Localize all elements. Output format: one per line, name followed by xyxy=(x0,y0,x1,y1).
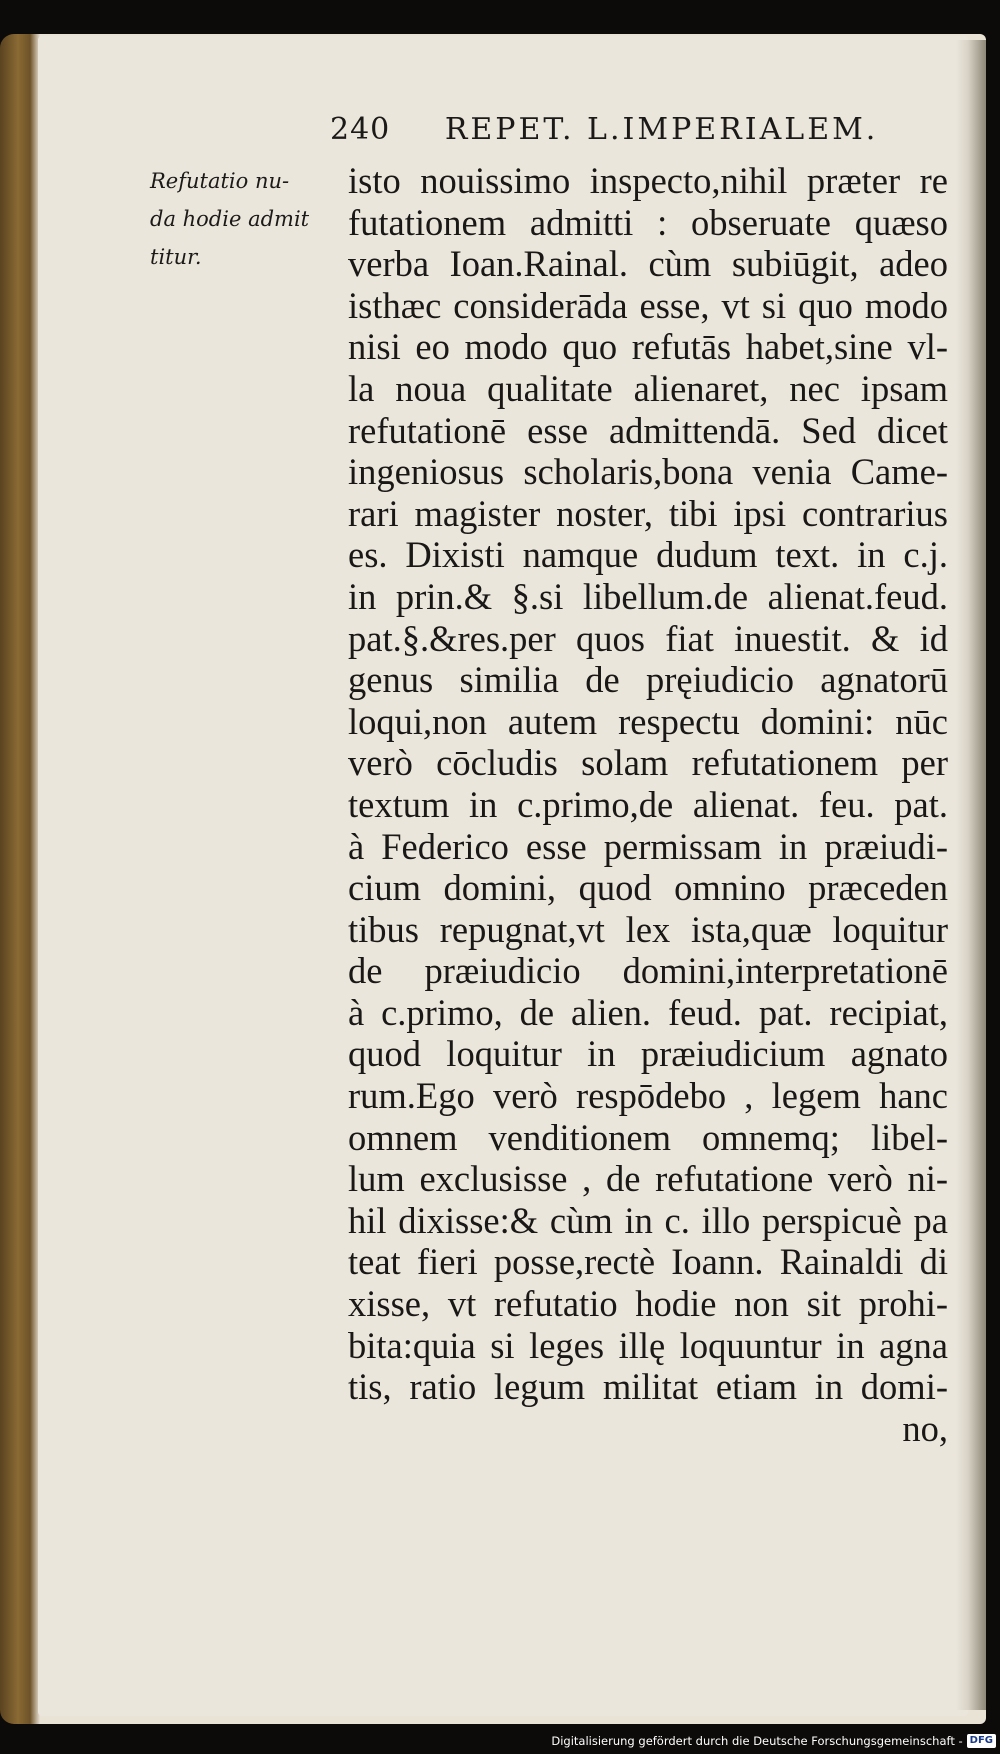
running-title: REPET. L.IMPERIALEM. xyxy=(444,112,879,147)
text-line: teat fieri posse,rectè Ioann. Rainaldi di xyxy=(348,1241,948,1283)
text-line: xisse, vt refutatio hodie non sit prohi- xyxy=(348,1283,948,1325)
text-line: no, xyxy=(902,1407,948,1449)
marginal-note-line: Refutatio nu- xyxy=(150,169,290,193)
text-line: la noua qualitate alienaret, nec ipsam xyxy=(348,367,948,409)
text-line: isthæc considerāda esse, vt si quo modo xyxy=(348,284,948,326)
text-line: genus similia de pręiudicio agnatorū xyxy=(348,659,948,701)
text-line: quod loquitur in præiudicium agnato xyxy=(348,1033,948,1075)
marginal-note xyxy=(150,162,330,276)
digitization-credit xyxy=(551,1734,996,1748)
marginal-note-line: titur. xyxy=(150,245,202,269)
text-line: à c.primo, de alien. feud. pat. recipiat, xyxy=(348,991,948,1033)
text-line: loqui,non autem respectu domini: nūc xyxy=(348,700,948,742)
text-line: textum in c.primo,de alienat. feu. pat. xyxy=(348,783,948,825)
text-line: de præiudicio domini,interpretationē xyxy=(348,950,948,992)
text-line: nisi eo modo quo refutās habet,sine vl- xyxy=(348,326,948,368)
text-line: à Federico esse permissam in præiudi- xyxy=(348,825,948,867)
text-line: verò cōcludis solam refutationem per xyxy=(348,742,948,784)
running-header xyxy=(330,112,930,147)
text-line: bita:quia si leges illę loquuntur in agna xyxy=(348,1324,948,1366)
marginal-note-line: da hodie admit xyxy=(150,207,310,231)
text-line: verba Ioan.Rainal. cùm subiūgit, adeo xyxy=(348,243,948,285)
text-line: in prin.& §.si libellum.de alienat.feud. xyxy=(348,575,948,617)
text-line: futationem admitti : obseruate quæso xyxy=(348,201,948,243)
text-line: tibus repugnat,vt lex ista,quæ loquitur xyxy=(348,908,948,950)
text-line: es. Dixisti namque dudum text. in c.j. xyxy=(348,534,948,576)
text-line: rum.Ego verò respōdebo , legem hanc xyxy=(348,1075,948,1117)
text-line: omnem venditionem omnemq; libel- xyxy=(348,1116,948,1158)
text-line: hil dixisse:& cùm in c. illo perspicuè pa xyxy=(348,1199,948,1241)
gutter-shadow xyxy=(956,40,986,1710)
text-line: refutationē esse admittendā. Sed dicet xyxy=(348,409,948,451)
text-line: tis, ratio legum militat etiam in domi- xyxy=(348,1366,948,1408)
body-text xyxy=(348,160,948,1449)
text-line: pat.§.&res.per quos fiat inuestit. & id xyxy=(348,617,948,659)
credit-text: Digitalisierung gefördert durch die Deutsche Forschungsgemeinschaft - xyxy=(551,1734,963,1748)
dfg-logo-icon: DFG xyxy=(967,1734,996,1748)
text-line: rari magister noster, tibi ipsi contrarius xyxy=(348,492,948,534)
page-number: 240 xyxy=(330,112,391,147)
text-line: lum exclusisse , de refutatione verò ni- xyxy=(348,1158,948,1200)
text-line: ingeniosus scholaris,bona venia Came- xyxy=(348,451,948,493)
text-line: isto nouissimo inspecto,nihil præter re xyxy=(348,160,948,201)
text-line: cium domini, quod omnino præceden xyxy=(348,867,948,909)
